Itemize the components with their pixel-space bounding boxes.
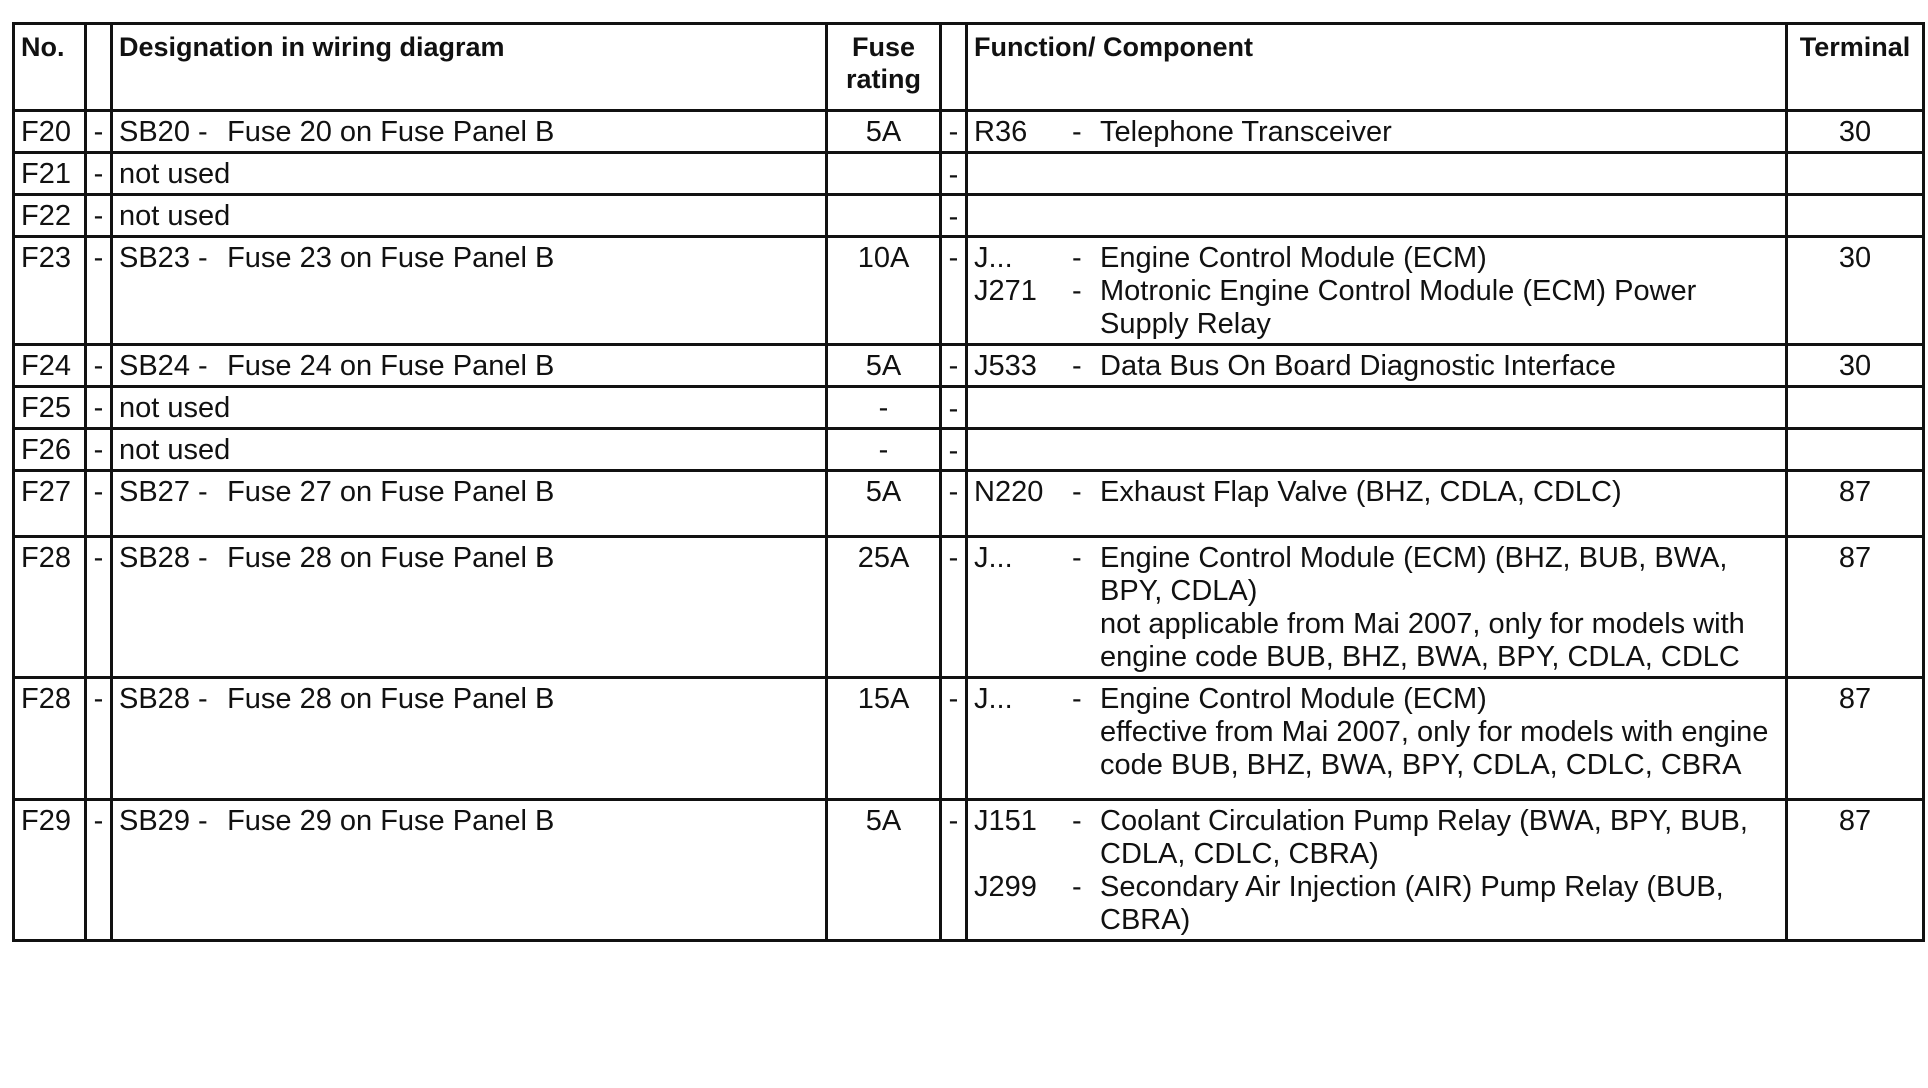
designation-text: not used bbox=[119, 158, 231, 190]
terminal-cell bbox=[1787, 429, 1924, 471]
designation-cell bbox=[112, 111, 827, 153]
dash-cell: - bbox=[941, 153, 967, 195]
table-row bbox=[14, 678, 1924, 800]
fuse-slot-code: SB28 bbox=[119, 683, 190, 715]
fuse-slot-code: SB27 bbox=[119, 476, 190, 508]
terminal-cell: 30 bbox=[1787, 111, 1924, 153]
designation-text: Fuse 28 on Fuse Panel B bbox=[227, 542, 555, 574]
function-line bbox=[974, 242, 1779, 275]
function-cell bbox=[967, 471, 1787, 537]
dash-cell: - bbox=[941, 678, 967, 800]
terminal-cell: 87 bbox=[1787, 471, 1924, 537]
component-code: J... bbox=[974, 683, 1013, 715]
terminal-cell: 87 bbox=[1787, 537, 1924, 678]
component-separator: - bbox=[1072, 275, 1082, 307]
function-cell bbox=[967, 387, 1787, 429]
function-cell bbox=[967, 153, 1787, 195]
designation-cell bbox=[112, 800, 827, 941]
designation-cell bbox=[112, 471, 827, 537]
component-code: J271 bbox=[974, 275, 1037, 307]
fuse-rating-cell: 5A bbox=[827, 800, 941, 941]
sb-code bbox=[119, 805, 219, 838]
designation-cell bbox=[112, 153, 827, 195]
designation-text: Fuse 24 on Fuse Panel B bbox=[227, 350, 555, 382]
dash-cell: - bbox=[941, 111, 967, 153]
designation-cell bbox=[112, 195, 827, 237]
dash-cell: - bbox=[941, 429, 967, 471]
designation-text: Fuse 20 on Fuse Panel B bbox=[227, 116, 555, 148]
fuse-number-cell: F28 bbox=[14, 537, 86, 678]
function-line bbox=[974, 476, 1779, 509]
component-code: R36 bbox=[974, 116, 1028, 148]
component-name: Engine Control Module (ECM) bbox=[1100, 683, 1487, 715]
fuse-number-cell: F27 bbox=[14, 471, 86, 537]
header-terminal: Terminal bbox=[1787, 24, 1924, 111]
dash-cell: - bbox=[86, 153, 112, 195]
fuse-table bbox=[12, 22, 1925, 942]
designation-text: Fuse 23 on Fuse Panel B bbox=[227, 242, 555, 274]
sb-code bbox=[119, 476, 219, 509]
function-cell bbox=[967, 678, 1787, 800]
designation-text: not used bbox=[119, 434, 231, 466]
dash-cell: - bbox=[941, 387, 967, 429]
component-name: Secondary Air Injection (AIR) Pump Relay (BUB, CBRA) bbox=[1100, 871, 1724, 936]
fuse-rating-cell: 25A bbox=[827, 537, 941, 678]
component-name: Exhaust Flap Valve (BHZ, CDLA, CDLC) bbox=[1100, 476, 1622, 508]
designation-text: not used bbox=[119, 200, 231, 232]
fuse-number-cell: F20 bbox=[14, 111, 86, 153]
function-cell bbox=[967, 537, 1787, 678]
component-separator: - bbox=[1072, 871, 1082, 903]
fuse-number-cell: F25 bbox=[14, 387, 86, 429]
dash-cell: - bbox=[941, 800, 967, 941]
designation-separator: - bbox=[198, 542, 208, 574]
table-row bbox=[14, 471, 1924, 537]
fuse-rating-cell: 15A bbox=[827, 678, 941, 800]
designation-cell bbox=[112, 387, 827, 429]
header-designation: Designation in wiring diagram bbox=[112, 24, 827, 111]
header-spacer-2 bbox=[941, 24, 967, 111]
function-line bbox=[974, 683, 1779, 716]
dash-cell: - bbox=[86, 537, 112, 678]
function-note: effective from Mai 2007, only for models with engine code BUB, BHZ, BWA, BPY, CDLA, CDLC, CBRA bbox=[1100, 716, 1769, 781]
terminal-cell: 30 bbox=[1787, 237, 1924, 345]
table-row bbox=[14, 111, 1924, 153]
function-line bbox=[974, 350, 1779, 383]
sb-code bbox=[119, 542, 219, 575]
fuse-rating-cell: 5A bbox=[827, 345, 941, 387]
dash-cell: - bbox=[86, 111, 112, 153]
component-separator: - bbox=[1072, 805, 1082, 837]
component-name: Engine Control Module (ECM) (BHZ, BUB, BWA, BPY, CDLA) bbox=[1100, 542, 1728, 607]
designation-cell bbox=[112, 237, 827, 345]
table-row bbox=[14, 345, 1924, 387]
sb-code bbox=[119, 683, 219, 716]
header-row bbox=[14, 24, 1924, 111]
fuse-rating-cell: 5A bbox=[827, 471, 941, 537]
fuse-number-cell: F26 bbox=[14, 429, 86, 471]
table-row bbox=[14, 153, 1924, 195]
designation-cell bbox=[112, 345, 827, 387]
component-separator: - bbox=[1072, 242, 1082, 274]
fuse-rating-cell: - bbox=[827, 387, 941, 429]
designation-separator: - bbox=[198, 476, 208, 508]
dash-cell: - bbox=[941, 195, 967, 237]
dash-cell: - bbox=[941, 537, 967, 678]
dash-cell: - bbox=[86, 471, 112, 537]
table-row bbox=[14, 429, 1924, 471]
component-code: J151 bbox=[974, 805, 1037, 837]
component-name: Engine Control Module (ECM) bbox=[1100, 242, 1487, 274]
designation-cell bbox=[112, 678, 827, 800]
fuse-rating-cell: 10A bbox=[827, 237, 941, 345]
terminal-cell: 30 bbox=[1787, 345, 1924, 387]
component-name: Data Bus On Board Diagnostic Interface bbox=[1100, 350, 1616, 382]
dash-cell: - bbox=[86, 345, 112, 387]
terminal-cell bbox=[1787, 153, 1924, 195]
table-row bbox=[14, 195, 1924, 237]
designation-text: Fuse 27 on Fuse Panel B bbox=[227, 476, 555, 508]
component-name: Coolant Circulation Pump Relay (BWA, BPY, BUB, CDLA, CDLC, CBRA) bbox=[1100, 805, 1748, 870]
function-cell bbox=[967, 429, 1787, 471]
fuse-rating-cell: 5A bbox=[827, 111, 941, 153]
component-separator: - bbox=[1072, 476, 1082, 508]
header-no: No. bbox=[14, 24, 86, 111]
function-cell bbox=[967, 800, 1787, 941]
designation-text: Fuse 29 on Fuse Panel B bbox=[227, 805, 555, 837]
component-name: Telephone Transceiver bbox=[1100, 116, 1392, 148]
dash-cell: - bbox=[86, 237, 112, 345]
fuse-number-cell: F24 bbox=[14, 345, 86, 387]
function-line bbox=[974, 542, 1779, 608]
component-code: J533 bbox=[974, 350, 1037, 382]
function-line bbox=[974, 805, 1779, 871]
dash-cell: - bbox=[941, 471, 967, 537]
terminal-cell: 87 bbox=[1787, 800, 1924, 941]
dash-cell: - bbox=[941, 237, 967, 345]
dash-cell: - bbox=[86, 387, 112, 429]
terminal-cell bbox=[1787, 387, 1924, 429]
fuse-number-cell: F21 bbox=[14, 153, 86, 195]
designation-separator: - bbox=[198, 683, 208, 715]
fuse-number-cell: F23 bbox=[14, 237, 86, 345]
dash-cell: - bbox=[86, 678, 112, 800]
sb-code bbox=[119, 350, 219, 383]
function-cell bbox=[967, 195, 1787, 237]
table-row bbox=[14, 800, 1924, 941]
component-separator: - bbox=[1072, 350, 1082, 382]
designation-cell bbox=[112, 429, 827, 471]
fuse-rating-cell: - bbox=[827, 429, 941, 471]
header-spacer-1 bbox=[86, 24, 112, 111]
component-separator: - bbox=[1072, 542, 1082, 574]
fuse-slot-code: SB24 bbox=[119, 350, 190, 382]
function-note: not applicable from Mai 2007, only for models with engine code BUB, BHZ, BWA, BPY, CDLA, CDLC bbox=[1100, 608, 1745, 673]
dash-cell: - bbox=[86, 195, 112, 237]
dash-cell: - bbox=[86, 800, 112, 941]
fuse-slot-code: SB20 bbox=[119, 116, 190, 148]
function-line bbox=[974, 871, 1779, 937]
designation-text: not used bbox=[119, 392, 231, 424]
designation-cell bbox=[112, 537, 827, 678]
component-code: J... bbox=[974, 242, 1013, 274]
designation-separator: - bbox=[198, 242, 208, 274]
fuse-slot-code: SB28 bbox=[119, 542, 190, 574]
fuse-rating-cell bbox=[827, 153, 941, 195]
function-cell bbox=[967, 345, 1787, 387]
fuse-rating-cell bbox=[827, 195, 941, 237]
function-cell bbox=[967, 237, 1787, 345]
sb-code bbox=[119, 242, 219, 275]
fuse-slot-code: SB29 bbox=[119, 805, 190, 837]
fuse-number-cell: F29 bbox=[14, 800, 86, 941]
component-name: Motronic Engine Control Module (ECM) Power Supply Relay bbox=[1100, 275, 1697, 340]
designation-separator: - bbox=[198, 350, 208, 382]
header-function: Function/ Component bbox=[967, 24, 1787, 111]
fuse-number-cell: F28 bbox=[14, 678, 86, 800]
header-fuse-rating: Fuse rating bbox=[827, 24, 941, 111]
terminal-cell bbox=[1787, 195, 1924, 237]
designation-separator: - bbox=[198, 116, 208, 148]
table-row bbox=[14, 537, 1924, 678]
sb-code bbox=[119, 116, 219, 149]
component-code: J... bbox=[974, 542, 1013, 574]
table-row bbox=[14, 387, 1924, 429]
dash-cell: - bbox=[941, 345, 967, 387]
function-line bbox=[974, 275, 1779, 341]
function-cell bbox=[967, 111, 1787, 153]
table-row bbox=[14, 237, 1924, 345]
fuse-table-body bbox=[14, 111, 1924, 941]
component-separator: - bbox=[1072, 116, 1082, 148]
dash-cell: - bbox=[86, 429, 112, 471]
component-code: N220 bbox=[974, 476, 1044, 508]
function-line bbox=[974, 116, 1779, 149]
component-separator: - bbox=[1072, 683, 1082, 715]
component-code: J299 bbox=[974, 871, 1037, 903]
fuse-number-cell: F22 bbox=[14, 195, 86, 237]
terminal-cell: 87 bbox=[1787, 678, 1924, 800]
designation-text: Fuse 28 on Fuse Panel B bbox=[227, 683, 555, 715]
designation-separator: - bbox=[198, 805, 208, 837]
fuse-slot-code: SB23 bbox=[119, 242, 190, 274]
